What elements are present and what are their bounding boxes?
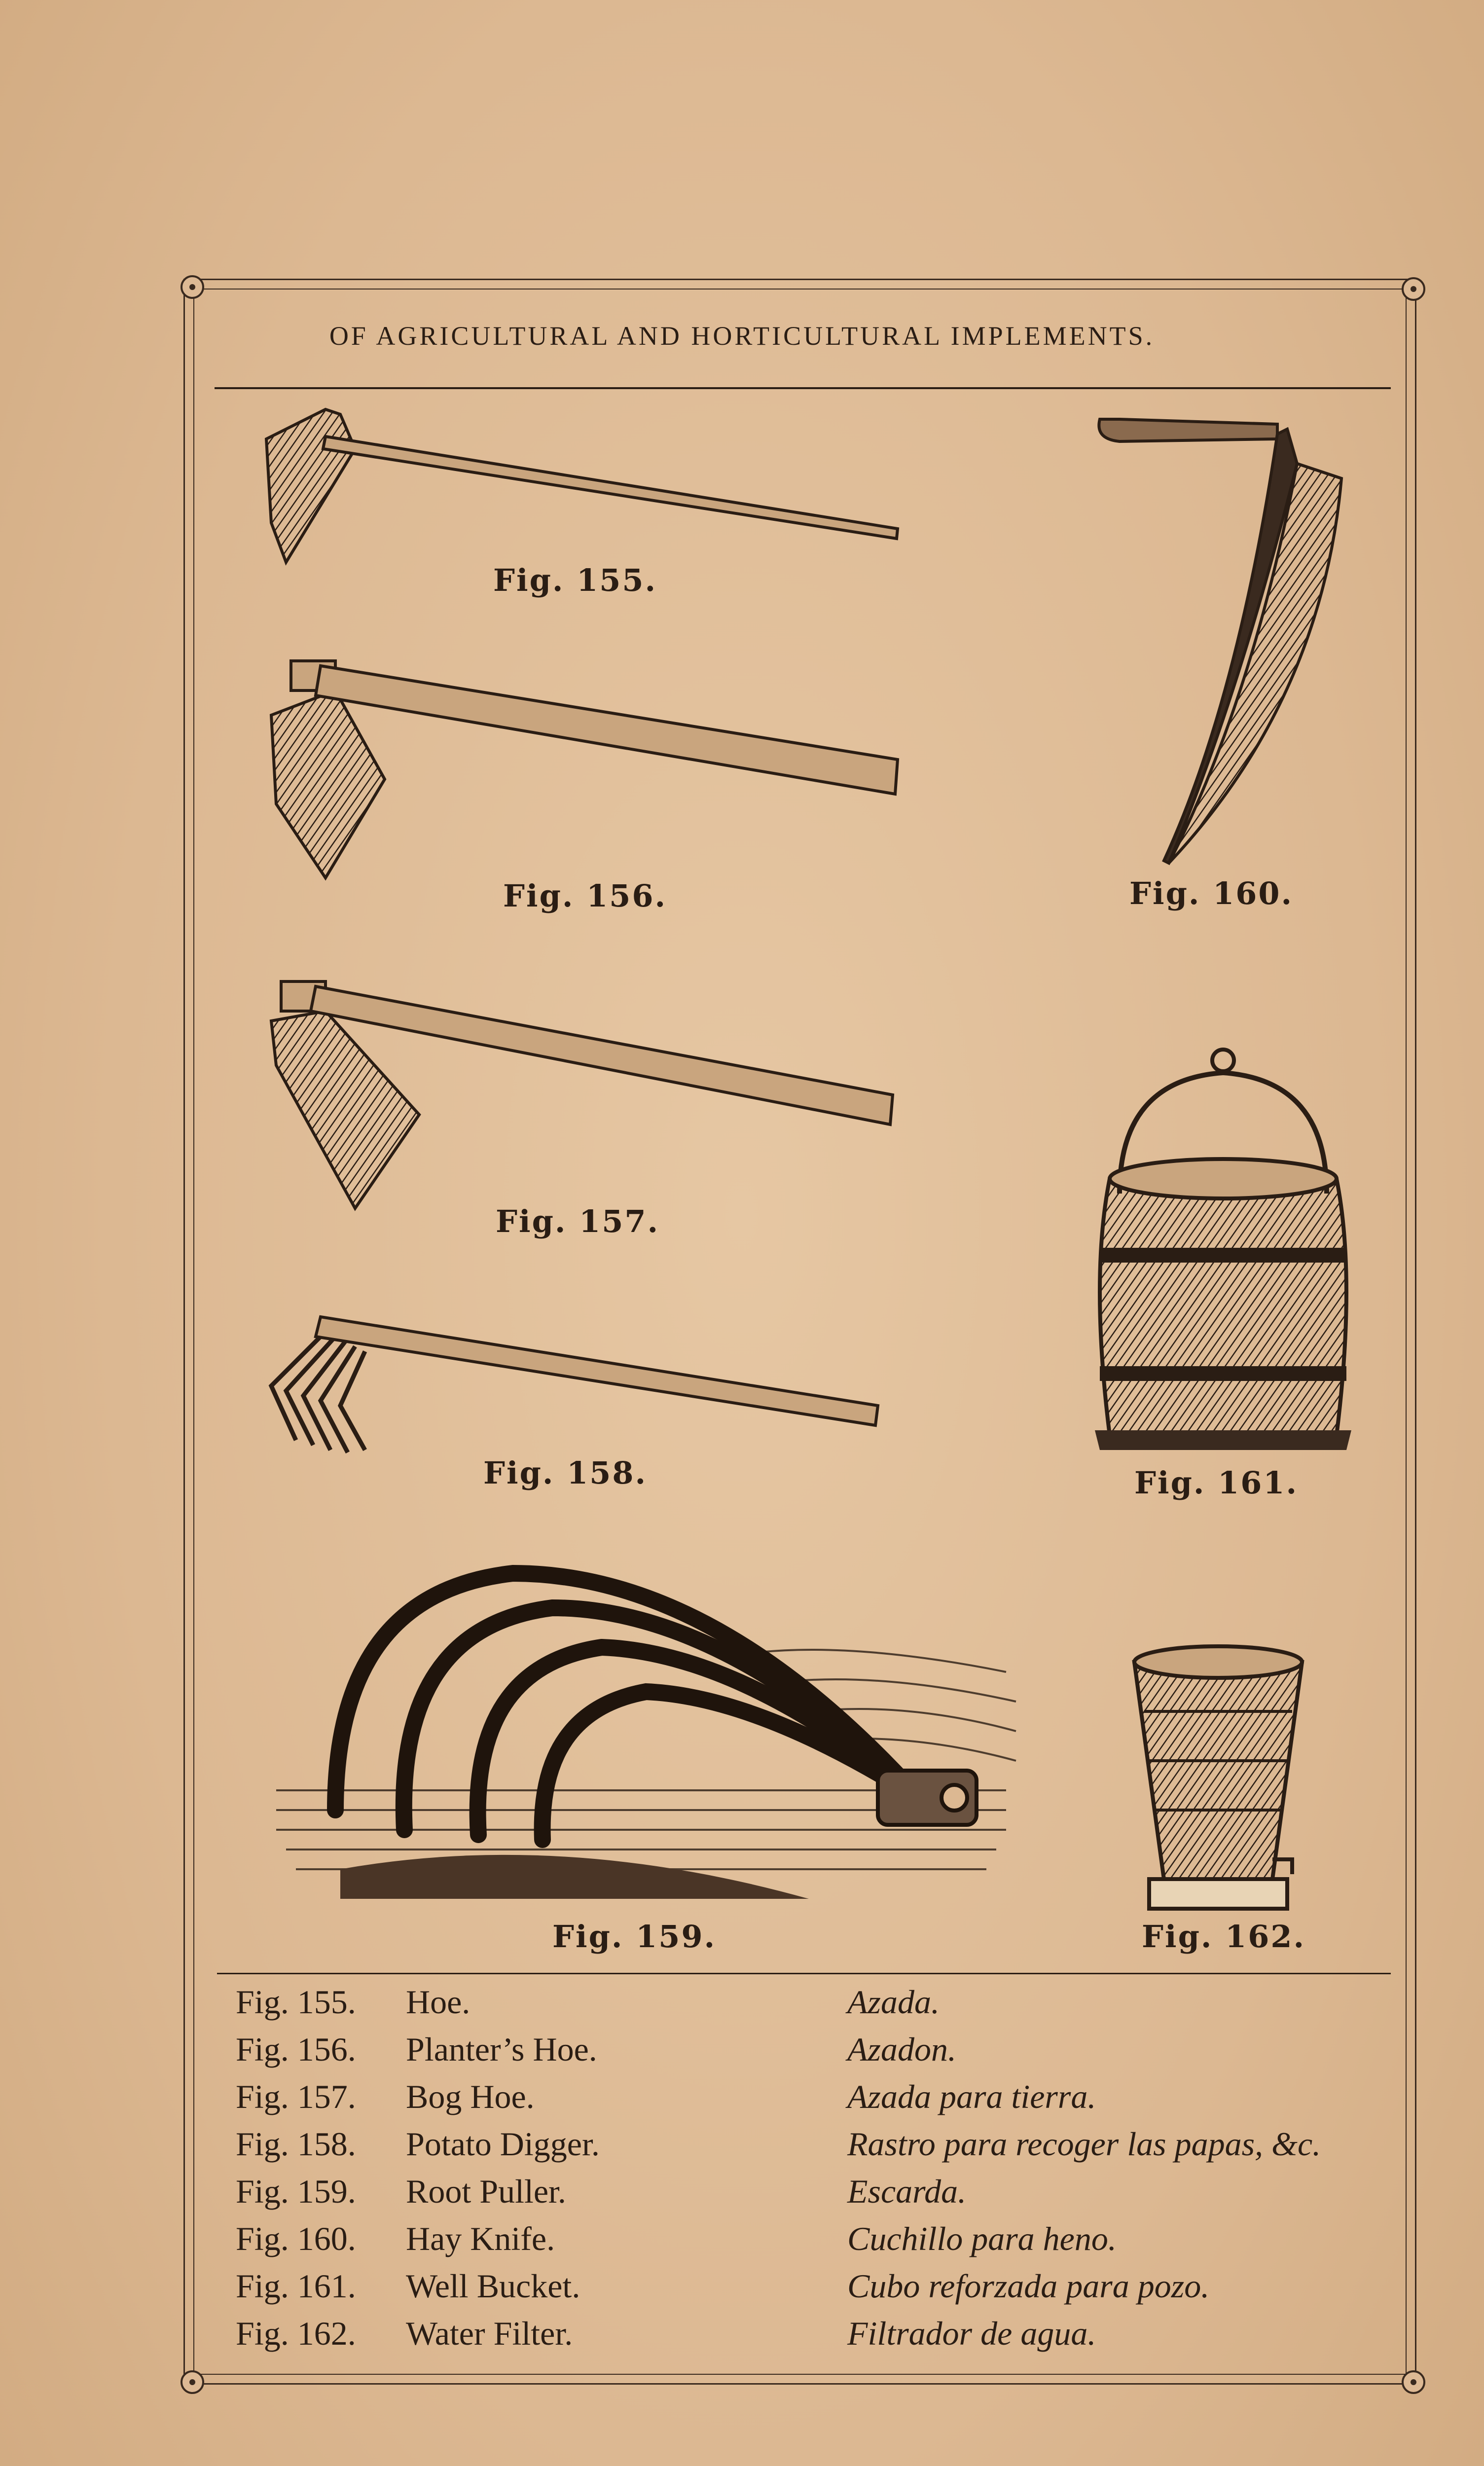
corner-ornament-icon (1402, 2370, 1425, 2394)
root-puller-icon (266, 1554, 1026, 1919)
caption-english: Hay Knife. (406, 2220, 555, 2257)
fig-156-label: Fig. 156. (503, 878, 667, 914)
hoe-icon (256, 399, 907, 577)
caption-english: Potato Digger. (406, 2125, 600, 2163)
caption-row (236, 2030, 1400, 2077)
caption-fig-number: Fig. 159. (236, 2173, 356, 2210)
caption-row (236, 2314, 1400, 2361)
corner-ornament-icon (181, 275, 204, 299)
caption-english: Water Filter. (406, 2315, 573, 2352)
bog-hoe-icon (266, 977, 898, 1213)
caption-row (236, 2267, 1400, 2314)
caption-spanish: Rastro para recoger las papas, &c. (847, 2125, 1321, 2163)
page-title: OF AGRICULTURAL AND HORTICULTURAL IMPLEMENTS. (329, 321, 1155, 351)
caption-fig-number: Fig. 162. (236, 2315, 356, 2352)
caption-row (236, 2172, 1400, 2219)
caption-row (236, 1983, 1400, 2030)
caption-english: Bog Hoe. (406, 2078, 535, 2115)
fig-158-label: Fig. 158. (483, 1455, 648, 1491)
caption-row (236, 2219, 1400, 2267)
caption-rule (217, 1973, 1391, 1974)
caption-spanish: Filtrador de agua. (847, 2315, 1096, 2352)
caption-spanish: Azada. (847, 1983, 940, 2021)
caption-spanish: Cubo reforzada para pozo. (847, 2267, 1210, 2305)
caption-fig-number: Fig. 157. (236, 2078, 356, 2115)
corner-ornament-icon (181, 2370, 204, 2394)
fig-159-label: Fig. 159. (552, 1919, 717, 1955)
caption-english: Hoe. (406, 1983, 471, 2021)
hay-knife-icon (1090, 404, 1346, 868)
caption-fig-number: Fig. 156. (236, 2031, 356, 2068)
caption-fig-number: Fig. 161. (236, 2267, 356, 2305)
planters-hoe-icon (261, 656, 903, 883)
fig-162-label: Fig. 162. (1142, 1919, 1306, 1955)
caption-english: Planter’s Hoe. (406, 2031, 597, 2068)
fig-160-label: Fig. 160. (1129, 875, 1294, 911)
potato-digger-icon (266, 1302, 883, 1460)
caption-row (236, 2077, 1400, 2125)
caption-fig-number: Fig. 160. (236, 2220, 356, 2257)
caption-spanish: Azada para tierra. (847, 2078, 1096, 2115)
well-bucket-icon (1090, 1041, 1356, 1460)
caption-fig-number: Fig. 158. (236, 2125, 356, 2163)
caption-english: Root Puller. (406, 2173, 566, 2210)
caption-english: Well Bucket. (406, 2267, 580, 2305)
fig-161-label: Fig. 161. (1134, 1465, 1299, 1501)
caption-spanish: Cuchillo para heno. (847, 2220, 1117, 2257)
water-filter-icon (1124, 1642, 1312, 1919)
caption-row (236, 2125, 1400, 2172)
header-rule (215, 387, 1391, 389)
fig-157-label: Fig. 157. (496, 1203, 660, 1239)
corner-ornament-icon (1402, 277, 1425, 301)
caption-spanish: Azadon. (847, 2031, 956, 2068)
fig-155-label: Fig. 155. (493, 562, 657, 598)
caption-fig-number: Fig. 155. (236, 1983, 356, 2021)
caption-spanish: Escarda. (847, 2173, 967, 2210)
